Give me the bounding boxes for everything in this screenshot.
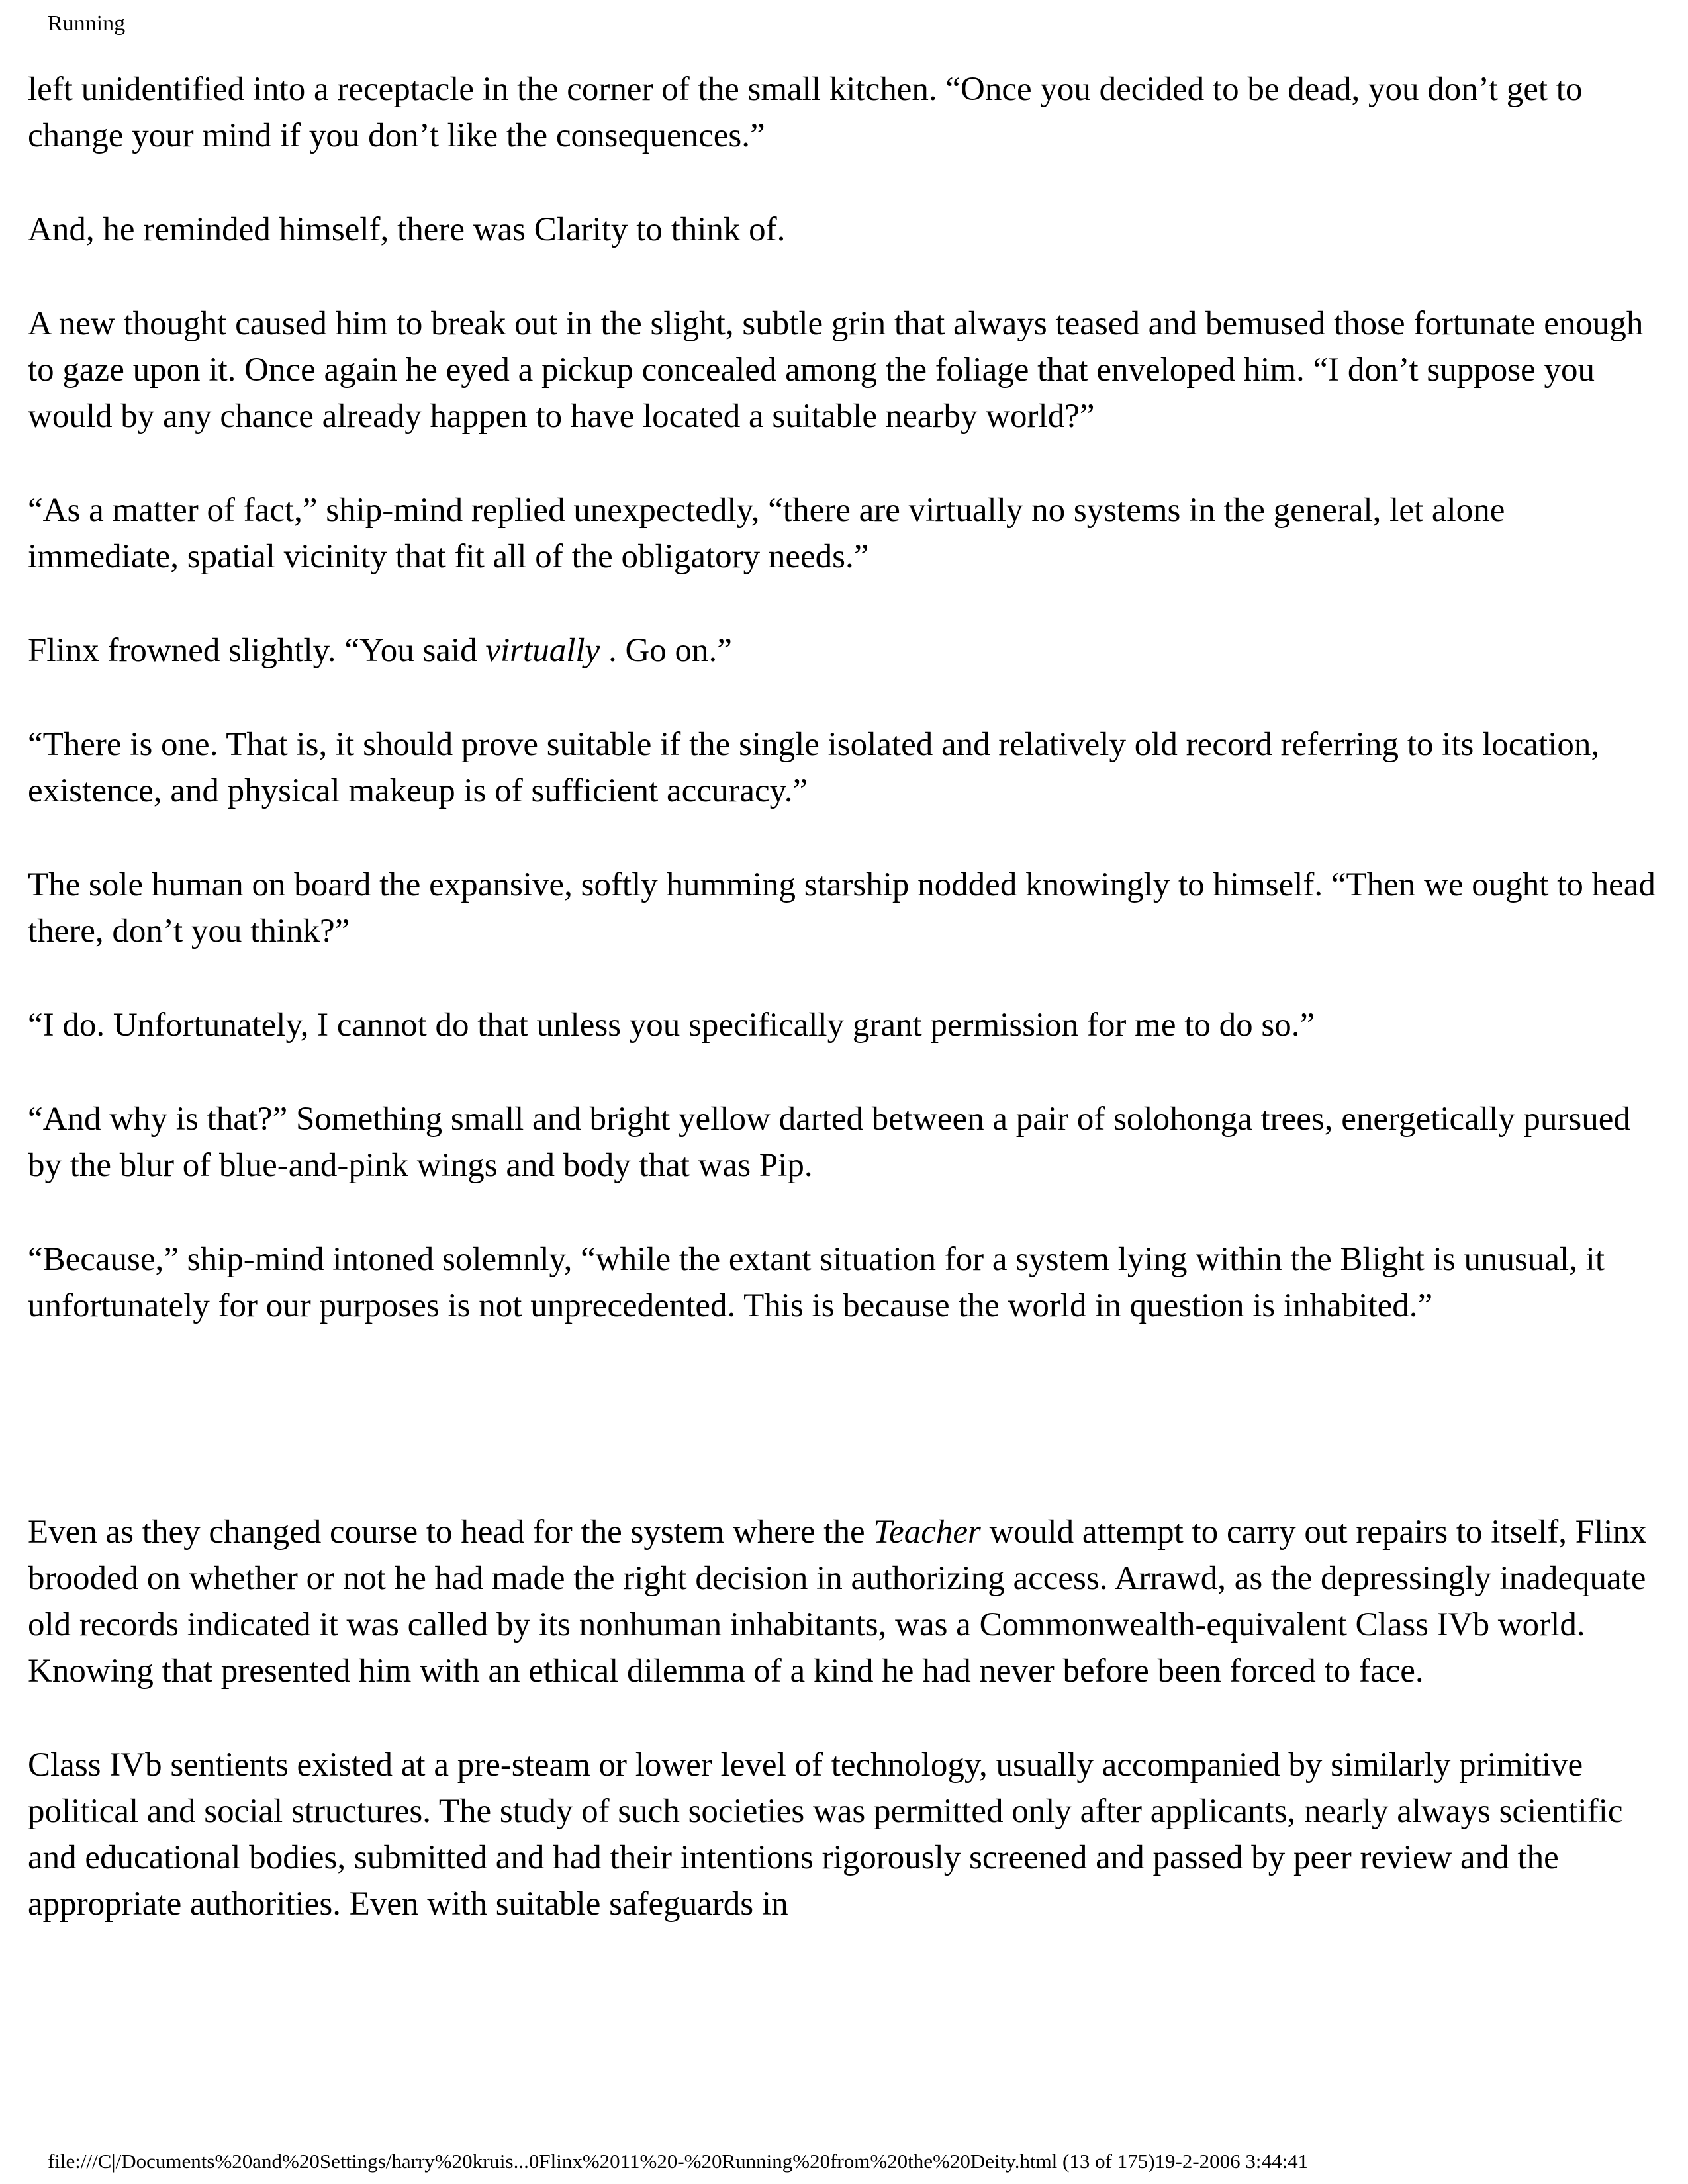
scene-break-spacer (28, 1377, 1663, 1509)
page-body (28, 66, 1663, 1975)
paragraph-6: “There is one. That is, it should prove suitable if the single isolated and relatively old record referring to its location, existence, and physical makeup is of sufficient accuracy.” (28, 726, 1600, 809)
paragraph-2: And, he reminded himself, there was Clarity to think of. (28, 211, 786, 248)
paragraph-7: The sole human on board the expansive, softly humming starship nodded knowingly to himself. “Then we ought to head there, don’t you think?” (28, 866, 1656, 950)
file-path-footer: file:///C|/Documents%20and%20Settings/harry%20kruis...0Flinx%2011%20-%20Running%20from%20the%20Deity.html (13 of 175)19-2-2006 3:44:41 (48, 2150, 1309, 2173)
paragraph-5-text-after: . Go on.” (600, 632, 732, 669)
paragraph-3: A new thought caused him to break out in the slight, subtle grin that always teased and bemused those fortunate enough to gaze upon it. Once again he eyed a pickup concealed among the foliage that enveloped him. “I don’t suppose you would by any chance already happen to have located a suitable nearby world?” (28, 305, 1644, 435)
paragraph-5 (28, 627, 1663, 674)
paragraph-11 (28, 1509, 1663, 1694)
paragraph-4: “As a matter of fact,” ship-mind replied unexpectedly, “there are virtually no systems in the general, let alone immediate, spatial vicinity that fit all of the obligatory needs.” (28, 492, 1505, 575)
running-header: Running (48, 11, 126, 36)
paragraph-11-text-after: would attempt to carry out repairs to itself, Flinx brooded on whether or not he had made the right decision in authorizing access. Arrawd, as the depressingly inadequate old records indicated it was called by its nonhuman inhabitants, was a Commonwealth-equivalent Class IVb world. Knowing that presented him with an ethical dilemma of a kind he had never before been forced to face. (28, 1514, 1647, 1690)
paragraph-9: “And why is that?” Something small and bright yellow darted between a pair of solohonga trees, energetically pursued by the blur of blue-and-pink wings and body that was Pip. (28, 1101, 1630, 1184)
paragraph-10: “Because,” ship-mind intoned solemnly, “while the extant situation for a system lying within the Blight is unusual, it unfortunately for our purposes is not unprecedented. This is because the world in question is inhabited.” (28, 1241, 1605, 1324)
paragraph-1: left unidentified into a receptacle in the corner of the small kitchen. “Once you decided to be dead, you don’t get to change your mind if you don’t like the consequences.” (28, 71, 1583, 154)
paragraph-12: Class IVb sentients existed at a pre-steam or lower level of technology, usually accompanied by similarly primitive political and social structures. The study of such societies was permitted only after applicants, nearly always scientific and educational bodies, submitted and had their intentions rigorously screened and passed by peer review and the appropriate authorities. Even with suitable safeguards in (28, 1747, 1623, 1923)
paragraph-11-text-before: Even as they changed course to head for the system where the (28, 1514, 874, 1551)
paragraph-11-ship-name: Teacher (873, 1514, 981, 1551)
paragraph-8: “I do. Unfortunately, I cannot do that unless you specifically grant permission for me to do so.” (28, 1007, 1315, 1044)
paragraph-5-italic-word: virtually (485, 632, 600, 669)
paragraph-5-text-before: Flinx frowned slightly. “You said (28, 632, 486, 669)
